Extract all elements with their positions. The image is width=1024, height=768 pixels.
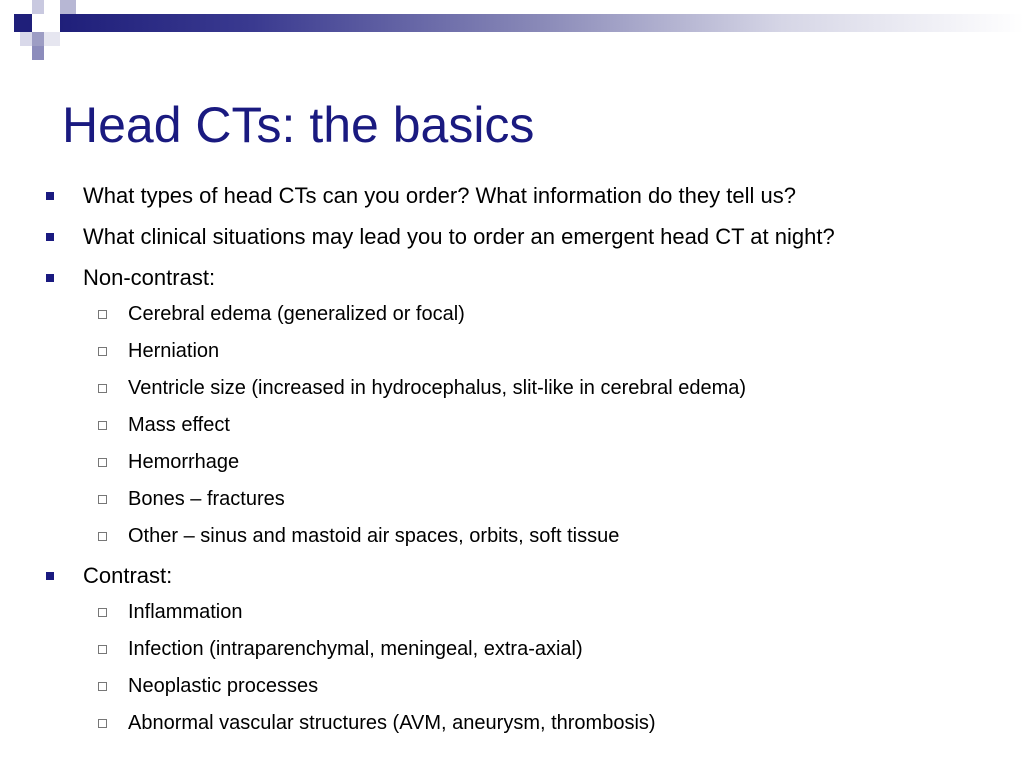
- header-square-decoration: [32, 32, 44, 46]
- sub-bullet-text: Cerebral edema (generalized or focal): [128, 303, 465, 325]
- sub-bullet-text: Other – sinus and mastoid air spaces, orbits, soft tissue: [128, 525, 620, 547]
- hollow-square-bullet-icon: [98, 310, 107, 319]
- header-square-decoration: [44, 14, 60, 32]
- bullet-text: What types of head CTs can you order? What information do they tell us?: [83, 183, 796, 208]
- filled-square-bullet-icon: [46, 274, 54, 282]
- hollow-square-bullet-icon: [98, 719, 107, 728]
- sub-bullet-item: [44, 413, 965, 438]
- hollow-square-bullet-icon: [98, 347, 107, 356]
- sub-bullet-text: Herniation: [128, 340, 220, 362]
- sub-bullet-item: [44, 637, 965, 662]
- filled-square-bullet-icon: [46, 233, 54, 241]
- sub-bullet-item: [44, 711, 965, 736]
- sub-bullet-item: [44, 302, 965, 327]
- hollow-square-bullet-icon: [98, 495, 107, 504]
- header-square-decoration: [32, 46, 44, 60]
- sub-bullet-item: [44, 376, 965, 401]
- sub-bullet-item: [44, 600, 965, 625]
- bullet-text: What clinical situations may lead you to order an emergent head CT at night?: [83, 224, 835, 249]
- filled-square-bullet-icon: [46, 192, 54, 200]
- sub-bullet-text: Abnormal vascular structures (AVM, aneurysm, thrombosis): [128, 712, 656, 734]
- header-square-decoration: [20, 32, 32, 46]
- bullet-item: [44, 264, 1004, 549]
- sub-bullet-text: Mass effect: [128, 414, 230, 436]
- bullet-text: Contrast:: [83, 563, 173, 588]
- bullet-text: Non-contrast:: [83, 265, 216, 290]
- hollow-square-bullet-icon: [98, 645, 107, 654]
- hollow-square-bullet-icon: [98, 458, 107, 467]
- hollow-square-bullet-icon: [98, 608, 107, 617]
- sub-bullet-item: [44, 674, 965, 699]
- sub-bullet-item: [44, 524, 965, 549]
- sub-bullet-text: Inflammation: [128, 601, 243, 623]
- sub-bullet-text: Bones – fractures: [128, 488, 285, 510]
- sub-bullet-text: Hemorrhage: [128, 451, 240, 473]
- sub-bullet-item: [44, 487, 965, 512]
- sub-bullet-item: [44, 339, 965, 364]
- header-square-decoration: [32, 0, 44, 14]
- sub-bullet-list: [83, 302, 1004, 549]
- filled-square-bullet-icon: [46, 572, 54, 580]
- sub-bullet-text: Neoplastic processes: [128, 675, 319, 697]
- bullet-list: [44, 182, 1004, 749]
- bullet-item: [44, 223, 1004, 251]
- sub-bullet-text: Infection (intraparenchymal, meningeal, extra-axial): [128, 638, 583, 660]
- header-square-decoration: [60, 0, 76, 14]
- hollow-square-bullet-icon: [98, 384, 107, 393]
- bullet-item: [44, 182, 1004, 210]
- sub-bullet-item: [44, 450, 965, 475]
- header-square-decoration: [14, 14, 32, 32]
- hollow-square-bullet-icon: [98, 421, 107, 430]
- bullet-item: [44, 562, 1004, 736]
- header-gradient-band: [60, 14, 1024, 32]
- hollow-square-bullet-icon: [98, 532, 107, 541]
- slide-title: Head CTs: the basics: [62, 97, 535, 153]
- header-square-decoration: [44, 32, 60, 46]
- hollow-square-bullet-icon: [98, 682, 107, 691]
- sub-bullet-list: [83, 600, 1004, 736]
- sub-bullet-text: Ventricle size (increased in hydrocephalus, slit-like in cerebral edema): [128, 377, 747, 399]
